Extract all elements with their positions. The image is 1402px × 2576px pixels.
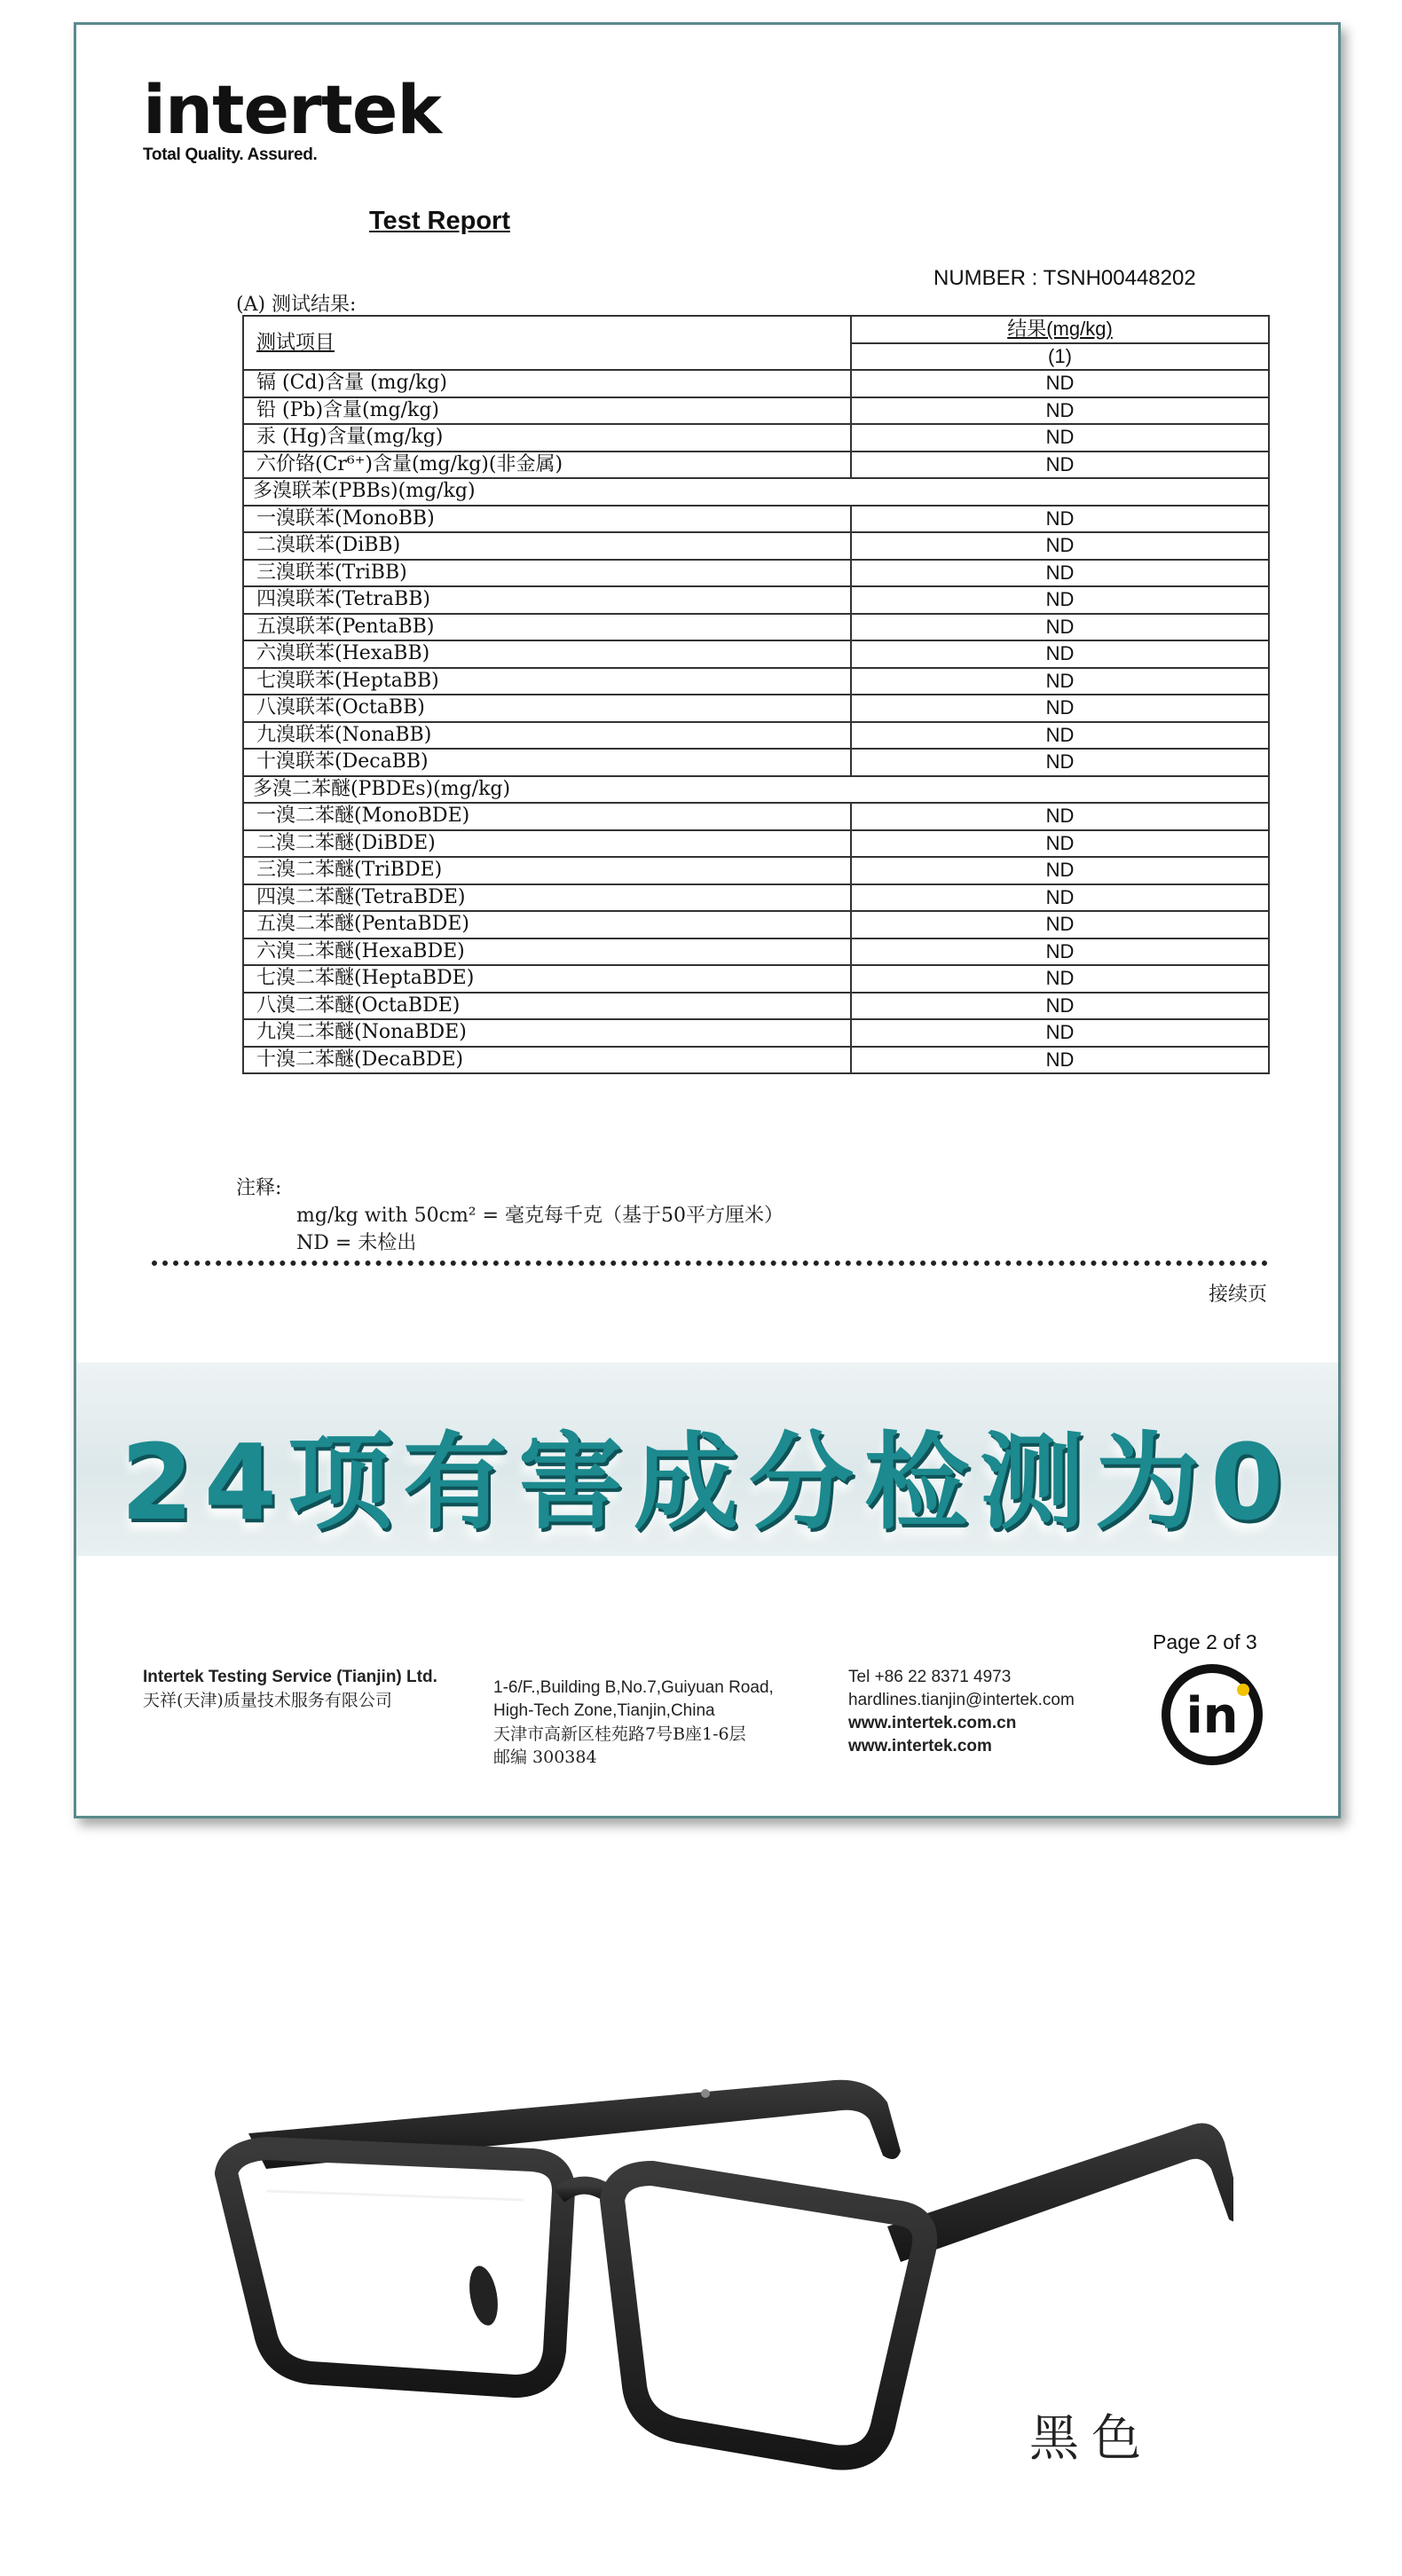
table-row bbox=[243, 560, 1269, 587]
test-result: ND bbox=[851, 830, 1269, 858]
table-row bbox=[243, 911, 1269, 939]
logo-word: intertek bbox=[143, 70, 441, 149]
test-result: ND bbox=[851, 803, 1269, 830]
test-result: ND bbox=[851, 749, 1269, 776]
footer-address bbox=[493, 1677, 774, 1769]
test-result: ND bbox=[851, 857, 1269, 884]
results-table bbox=[242, 315, 1270, 1074]
banner bbox=[76, 1363, 1338, 1556]
test-item: 六价铬(Cr⁶⁺)含量(mg/kg)(非金属) bbox=[243, 452, 851, 479]
test-result: ND bbox=[851, 560, 1269, 587]
postcode: 邮编 300384 bbox=[493, 1747, 597, 1767]
intertek-logo bbox=[143, 70, 441, 165]
address-line-1: 1-6/F.,Building B,No.7,Guiyuan Road, bbox=[493, 1678, 774, 1697]
table-row bbox=[243, 993, 1269, 1020]
continued-label: 接续页 bbox=[1208, 1284, 1267, 1306]
note-1: mg/kg with 50cm² = 毫克每千克（基于50平方厘米） bbox=[296, 1205, 784, 1227]
company-cn: 天祥(天津)质量技术服务有限公司 bbox=[143, 1691, 392, 1710]
table-row bbox=[243, 668, 1269, 695]
test-item: 六溴二苯醚(HexaBDE) bbox=[243, 939, 851, 966]
test-result: ND bbox=[851, 1019, 1269, 1047]
test-result: ND bbox=[851, 722, 1269, 750]
table-row bbox=[243, 452, 1269, 479]
test-result: ND bbox=[851, 452, 1269, 479]
table-row bbox=[243, 614, 1269, 641]
results-table-body bbox=[243, 316, 1269, 1073]
table-row bbox=[243, 370, 1269, 397]
header-item: 测试项目 bbox=[243, 316, 851, 370]
table-row bbox=[243, 532, 1269, 560]
test-result: ND bbox=[851, 586, 1269, 614]
footer-company bbox=[143, 1666, 437, 1712]
test-item: 铅 (Pb)含量(mg/kg) bbox=[243, 397, 851, 425]
company-en: Intertek Testing Service (Tianjin) Ltd. bbox=[143, 1668, 437, 1686]
test-result: ND bbox=[851, 614, 1269, 641]
test-result: ND bbox=[851, 506, 1269, 533]
table-row bbox=[243, 695, 1269, 722]
test-item: 十溴联苯(DecaBB) bbox=[243, 749, 851, 776]
test-result: ND bbox=[851, 370, 1269, 397]
test-result: ND bbox=[851, 993, 1269, 1020]
test-item: 二溴二苯醚(DiBDE) bbox=[243, 830, 851, 858]
test-item: 三溴二苯醚(TriBDE) bbox=[243, 857, 851, 884]
test-result: ND bbox=[851, 640, 1269, 668]
group-row bbox=[243, 776, 1269, 804]
test-result: ND bbox=[851, 1047, 1269, 1074]
test-item: 七溴联苯(HeptaBB) bbox=[243, 668, 851, 695]
table-row bbox=[243, 857, 1269, 884]
banner-text: 24项有害成分检测为0 bbox=[120, 1421, 1295, 1543]
table-row bbox=[243, 424, 1269, 452]
test-item: 三溴联苯(TriBB) bbox=[243, 560, 851, 587]
test-result: ND bbox=[851, 911, 1269, 939]
test-item: 九溴联苯(NonaBB) bbox=[243, 722, 851, 750]
test-result: ND bbox=[851, 397, 1269, 425]
table-row bbox=[243, 884, 1269, 912]
table-row bbox=[243, 965, 1269, 993]
header-sub: (1) bbox=[851, 343, 1269, 371]
test-result: ND bbox=[851, 424, 1269, 452]
test-item: 汞 (Hg)含量(mg/kg) bbox=[243, 424, 851, 452]
address-line-2: High-Tech Zone,Tianjin,China bbox=[493, 1701, 715, 1720]
test-item: 镉 (Cd)含量 (mg/kg) bbox=[243, 370, 851, 397]
logo-tagline: Total Quality. Assured. bbox=[143, 145, 318, 164]
table-row bbox=[243, 939, 1269, 966]
table-row bbox=[243, 506, 1269, 533]
test-result: ND bbox=[851, 965, 1269, 993]
test-item: 十溴二苯醚(DecaBDE) bbox=[243, 1047, 851, 1074]
test-item: 四溴联苯(TetraBB) bbox=[243, 586, 851, 614]
notes-label: 注释: bbox=[236, 1177, 282, 1199]
test-result: ND bbox=[851, 532, 1269, 560]
page-number: Page 2 of 3 bbox=[1153, 1630, 1257, 1653]
test-item: 八溴联苯(OctaBB) bbox=[243, 695, 851, 722]
group-label: 多溴二苯醚(PBDEs)(mg/kg) bbox=[243, 776, 1269, 804]
test-item: 五溴二苯醚(PentaBDE) bbox=[243, 911, 851, 939]
logo-dot bbox=[1237, 1684, 1249, 1696]
dotted-divider bbox=[152, 1261, 1268, 1266]
table-row bbox=[243, 1047, 1269, 1074]
test-item: 八溴二苯醚(OctaBDE) bbox=[243, 993, 851, 1020]
test-item: 四溴二苯醚(TetraBDE) bbox=[243, 884, 851, 912]
test-result: ND bbox=[851, 884, 1269, 912]
section-label: (A) 测试结果: bbox=[236, 294, 357, 316]
table-row bbox=[243, 830, 1269, 858]
tel: Tel +86 22 8371 4973 bbox=[848, 1668, 1012, 1686]
header-result: 结果(mg/kg) bbox=[851, 316, 1269, 343]
test-item: 一溴二苯醚(MonoBDE) bbox=[243, 803, 851, 830]
note-2: ND = 未检出 bbox=[296, 1232, 417, 1254]
footer-contact bbox=[848, 1666, 1075, 1758]
test-item: 二溴联苯(DiBB) bbox=[243, 532, 851, 560]
table-row bbox=[243, 1019, 1269, 1047]
test-result: ND bbox=[851, 668, 1269, 695]
intertek-in-icon bbox=[1159, 1661, 1265, 1768]
table-row bbox=[243, 586, 1269, 614]
test-item: 六溴联苯(HexaBB) bbox=[243, 640, 851, 668]
test-item: 五溴联苯(PentaBB) bbox=[243, 614, 851, 641]
test-result: ND bbox=[851, 939, 1269, 966]
address-cn: 天津市高新区桂苑路7号B座1-6层 bbox=[493, 1724, 746, 1744]
table-row bbox=[243, 640, 1269, 668]
group-row bbox=[243, 478, 1269, 506]
website-cn-link[interactable]: www.intertek.com.cn bbox=[848, 1714, 1017, 1732]
website-link[interactable]: www.intertek.com bbox=[848, 1737, 992, 1755]
notes bbox=[236, 1174, 784, 1257]
test-item: 一溴联苯(MonoBB) bbox=[243, 506, 851, 533]
color-label: 黑色 bbox=[1029, 2410, 1154, 2468]
table-row bbox=[243, 749, 1269, 776]
test-result: ND bbox=[851, 695, 1269, 722]
table-row bbox=[243, 722, 1269, 750]
table-row bbox=[243, 397, 1269, 425]
in-logo-text: in bbox=[1185, 1687, 1239, 1745]
group-label: 多溴联苯(PBBs)(mg/kg) bbox=[243, 478, 1269, 506]
table-header-row bbox=[243, 316, 1269, 343]
table-row bbox=[243, 803, 1269, 830]
test-report-page bbox=[74, 22, 1341, 1818]
report-number: NUMBER : TSNH00448202 bbox=[933, 266, 1196, 290]
email-link[interactable]: hardlines.tianjin@intertek.com bbox=[848, 1691, 1075, 1709]
report-title: Test Report bbox=[369, 207, 510, 235]
test-item: 九溴二苯醚(NonaBDE) bbox=[243, 1019, 851, 1047]
test-item: 七溴二苯醚(HeptaBDE) bbox=[243, 965, 851, 993]
